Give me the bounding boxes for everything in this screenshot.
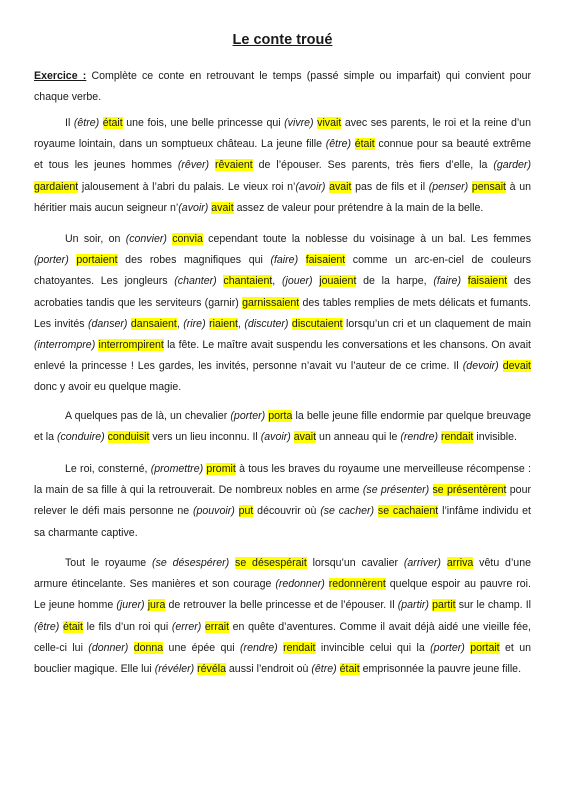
verb-infinitive: (interrompre) <box>34 339 96 352</box>
text-segment: pour relever le défi mais personne ne <box>34 484 531 518</box>
verb-infinitive: (promettre) <box>150 463 204 475</box>
answer-verb: redonnèrent <box>328 578 386 591</box>
text-segment: , <box>176 317 184 330</box>
text-segment: , <box>237 317 245 330</box>
story-paragraph-4 <box>34 459 531 544</box>
text-segment <box>441 557 447 569</box>
text-segment: le fils d’un roi qui <box>82 620 172 633</box>
verb-infinitive: (avoir) <box>178 201 209 214</box>
text-segment: assez de valeur pour prétendre à la main de la belle. <box>233 201 484 214</box>
verb-infinitive: (être) <box>34 620 60 633</box>
text-segment: la belle jeune fille endormie par quelque breuvage et la <box>34 410 531 444</box>
instruction-text: Complète ce conte en retrouvant le temps (passé simple ou imparfait) qui convient pour chaque verbe. <box>34 70 532 103</box>
verb-infinitive: (porter) <box>230 410 266 422</box>
story-paragraph-2 <box>34 229 531 399</box>
verb-infinitive: (se cacher) <box>320 505 375 518</box>
answer-verb: était <box>62 620 83 633</box>
answer-verb: rêvaient <box>215 159 253 172</box>
answer-verb: était <box>102 117 123 129</box>
answer-verb: riaient <box>209 317 238 330</box>
verb-infinitive: (se présenter) <box>362 484 430 497</box>
text-segment: découvrir où <box>253 505 321 518</box>
verb-infinitive: (révéler) <box>154 663 195 676</box>
text-segment: invisible. <box>473 431 517 444</box>
text-segment: aussi l’endroit où <box>225 663 312 676</box>
verb-infinitive: (arriver) <box>403 557 441 569</box>
text-segment: une fois, une belle princesse qui <box>122 117 285 129</box>
answer-verb: jura <box>147 599 166 612</box>
answer-verb: porta <box>268 410 293 422</box>
verb-infinitive: (jouer) <box>281 275 313 288</box>
text-segment: cependant toute la noblesse du voisinage à un bal. Les femmes <box>202 233 531 245</box>
answer-verb: garnissaient <box>242 296 300 309</box>
answer-verb: arriva <box>446 557 474 569</box>
text-segment <box>128 642 133 654</box>
text-segment: Il <box>65 117 74 129</box>
text-segment: , <box>272 275 282 288</box>
text-segment: emprisonnée la pauvre jeune fille. <box>359 663 522 676</box>
verb-infinitive: (redonner) <box>275 578 325 591</box>
verb-infinitive: (donner) <box>88 641 129 654</box>
text-segment: de retrouver la belle princesse et de l’épouser. Il <box>165 599 398 612</box>
text-segment: en quête d’aventures. Comme il avait déjà aidé une vieille fée, celle-ci lui <box>34 620 531 654</box>
verb-infinitive: (faire) <box>270 254 299 267</box>
answer-verb: vivait <box>317 117 342 129</box>
answer-verb: avait <box>329 180 352 193</box>
verb-infinitive: (devoir) <box>462 360 499 373</box>
answer-verb: était <box>354 138 375 151</box>
text-segment: à un héritier mais aucun seigneur n’ <box>34 180 531 214</box>
text-segment <box>461 275 468 287</box>
answer-verb: révéla <box>197 663 226 676</box>
text-segment: invincible celui qui la <box>315 641 431 654</box>
verb-infinitive: (porter) <box>34 254 69 267</box>
verb-infinitive: (garder) <box>493 159 531 172</box>
text-segment: Tout le royaume <box>65 557 153 569</box>
text-segment <box>298 254 306 266</box>
text-segment: Le roi, consterné, <box>65 463 151 475</box>
verb-infinitive: (rendre) <box>240 641 278 654</box>
text-segment: connue pour sa beauté extrême et tous les jeunes hommes <box>34 138 531 172</box>
text-segment: et un bouclier magique. Elle lui <box>34 641 531 676</box>
text-segment: l’infâme individu et sa charmante captive. <box>34 505 532 539</box>
text-segment: un anneau qui le <box>316 431 401 444</box>
verb-infinitive: (rendre) <box>400 431 439 444</box>
text-segment: à tous les braves du royaume une merveilleuse récompense : la main de sa fille à qui la retrouverait. De nombreux nobles en arme <box>34 463 531 497</box>
verb-infinitive: (avoir) <box>295 180 326 193</box>
verb-infinitive: (être) <box>73 117 100 129</box>
answer-verb: faisaient <box>467 275 508 288</box>
text-segment: donc y avoir eu quelque magie. <box>34 381 182 394</box>
verb-infinitive: (jurer) <box>116 599 145 612</box>
answer-verb: gardaient <box>34 180 79 193</box>
answer-verb: faisaient <box>305 254 346 267</box>
verb-infinitive: (danser) <box>88 317 128 330</box>
verb-infinitive: (penser) <box>428 180 469 193</box>
answer-verb: portaient <box>76 254 118 267</box>
answer-verb: pensait <box>471 180 506 193</box>
document-title: Le conte troué <box>232 32 333 48</box>
answer-verb: avait <box>293 431 317 444</box>
text-segment: pas de fils et il <box>351 180 429 193</box>
verb-infinitive: (avoir) <box>260 431 291 444</box>
answer-verb: chantaient <box>223 275 273 288</box>
text-segment: lorsqu’un cri et un claquement de main <box>342 317 531 330</box>
verb-infinitive: (chanter) <box>174 275 217 288</box>
answer-verb: dansaient <box>130 317 177 330</box>
answer-verb: convia <box>172 233 203 245</box>
verb-infinitive: (se désespérer) <box>152 557 230 569</box>
answer-verb: put <box>238 505 254 518</box>
verb-infinitive: (conduire) <box>56 431 105 444</box>
answer-verb: discutaient <box>291 317 343 330</box>
verb-infinitive: (partir) <box>397 599 429 612</box>
verb-infinitive: (faire) <box>433 275 461 288</box>
text-segment: vers un lieu inconnu. Il <box>149 431 261 444</box>
answer-verb: donna <box>133 641 164 654</box>
text-segment: A quelques pas de là, un chevalier <box>65 410 231 422</box>
text-segment: la fête. Le maître avait suspendu les conversations et les chansons. On avait enlevé la princesse ! Les gardes, les invités, personne n’avait vu l’auteur de ce crime. Il <box>34 339 531 373</box>
answer-verb: se désespérait <box>235 557 307 569</box>
verb-infinitive: (convier) <box>125 233 167 245</box>
text-segment: des tables remplies de mets délicats et fumants. Les invités <box>34 296 531 330</box>
text-segment: vêtu d’une armure étincelante. Ses manières et son courage <box>34 557 531 591</box>
verb-infinitive: (être) <box>311 663 337 676</box>
story-paragraph-1 <box>34 113 531 219</box>
verb-infinitive: (porter) <box>430 641 465 654</box>
answer-verb: se présentèrent <box>432 484 507 497</box>
answer-verb: avait <box>211 201 234 214</box>
answer-verb: promit <box>206 463 236 475</box>
text-segment <box>429 484 432 496</box>
answer-verb: conduisit <box>107 431 150 444</box>
text-segment: lorsqu’un cavalier <box>306 557 404 569</box>
answer-verb: rendait <box>440 431 474 444</box>
answer-verb: devait <box>502 360 532 373</box>
text-segment: de la harpe, <box>356 275 434 288</box>
answer-verb: interrompirent <box>98 339 164 352</box>
answer-verb: partit <box>432 599 456 612</box>
answer-verb: se cachaient <box>377 505 439 518</box>
verb-infinitive: (rêver) <box>177 159 210 172</box>
answer-verb: rendait <box>283 641 316 654</box>
text-segment: des robes magnifiques qui <box>117 254 271 267</box>
verb-infinitive: (rire) <box>183 317 206 330</box>
verb-infinitive: (vivre) <box>284 117 314 129</box>
text-segment: sur le champ. Il <box>455 599 532 612</box>
text-segment: Un soir, on <box>65 233 126 245</box>
instruction-label: Exercice : <box>34 70 87 82</box>
text-segment: comme un arc-en-ciel de couleurs chatoyantes. Les jongleurs <box>34 254 531 288</box>
text-segment: des acrobaties tandis que les serviteurs (garnir) <box>34 275 531 309</box>
text-segment: de l’épouser. Ses parents, très fiers d’elle, la <box>252 159 494 172</box>
verb-infinitive: (être) <box>325 138 352 151</box>
story-paragraph-3 <box>34 406 531 448</box>
answer-verb: errait <box>204 620 230 633</box>
verb-infinitive: (errer) <box>171 620 202 633</box>
exercise-instruction <box>34 66 531 108</box>
story-paragraph-5 <box>34 553 531 680</box>
text-segment: quelque espoir au pauvre roi. Le jeune homme <box>34 578 531 612</box>
text-segment: une épée qui <box>163 641 241 654</box>
text-segment: jalousement à l’abri du palais. Le vieux roi n’ <box>78 180 296 193</box>
answer-verb: jouaient <box>319 275 357 288</box>
answer-verb: portait <box>470 641 500 654</box>
verb-infinitive: (discuter) <box>244 317 289 330</box>
verb-infinitive: (pouvoir) <box>192 505 235 518</box>
answer-verb: était <box>339 663 360 676</box>
text-segment: avec ses parents, le roi et la reine d’un royaume lointain, dans un somptueux château. La jeune fille <box>34 117 531 151</box>
